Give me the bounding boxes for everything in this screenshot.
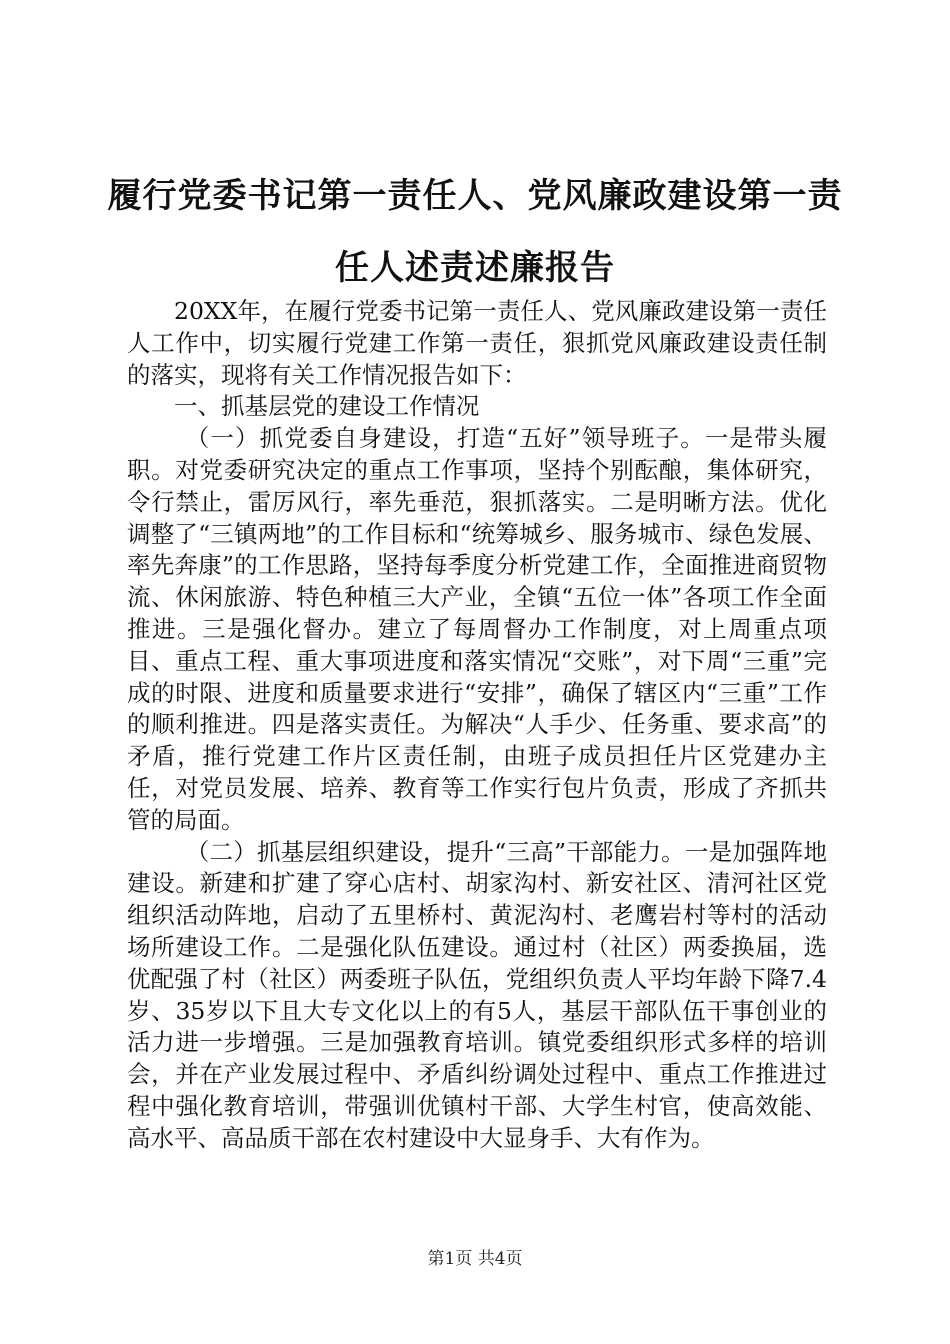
- document-body: [127, 296, 827, 1155]
- page-number-footer: 第1页 共4页: [427, 1249, 523, 1269]
- document-title: 履行党委书记第一责任人、党风廉政建设第一责任人述责述廉报告: [107, 176, 843, 288]
- section-heading: 一、抓基层党的建设工作情况: [174, 392, 480, 421]
- paragraph-subsection-2: （二）抓基层组织建设，提升“三高”干部能力。一是加强阵地建设。新建和扩建了穿心店村、胡家沟村、新安社区、清河社区党组织活动阵地，启动了五里桥村、黄泥沟村、老鹰岩村等村的活动场所建设工作。二是强化队伍建设。通过村（社区）两委换届，选优配强了村（社区）两委班子队伍，党组织负责人平均年龄下降7.4岁、35岁以下且大专文化以上的有5人，基层干部队伍干事创业的活力进一步增强。三是加强教育培训。镇党委组织形式多样的培训会，并在产业发展过程中、矛盾纠纷调处过程中、重点工作推进过程中强化教育培训，带强训优镇村干部、大学生村官，使高效能、高水平、高品质干部在农村建设中大显身手、大有作为。: [127, 837, 827, 1152]
- paragraph-subsection-1: （一）抓党委自身建设，打造“五好”领导班子。一是带头履职。对党委研究决定的重点工作事项，坚持个别酝酿，集体研究，令行禁止，雷厉风行，率先垂范，狠抓落实。二是明晰方法。优化调整了“三镇两地”的工作目标和“统筹城乡、服务城市、绿色发展、率先奔康”的工作思路，坚持每季度分析党建工作，全面推进商贸物流、休闲旅游、特色种植三大产业，全镇“五位一体”各项工作全面推进。三是强化督办。建立了每周督办工作制度，对上周重点项目、重点工程、重大事项进度和落实情况“交账”，对下周“三重”完成的时限、进度和质量要求进行“安排”，确保了辖区内“三重”工作的顺利推进。四是落实责任。为解决“人手少、任务重、要求高”的矛盾，推行党建工作片区责任制，由班子成员担任片区党建办主任，对党员发展、培养、教育等工作实行包片负责，形成了齐抓共管的局面。: [127, 424, 827, 834]
- paragraph-intro: 20XX年，在履行党委书记第一责任人、党风廉政建设第一责任人工作中，切实履行党建工作第一责任，狠抓党风廉政建设责任制的落实，现将有关工作情况报告如下：: [127, 297, 827, 389]
